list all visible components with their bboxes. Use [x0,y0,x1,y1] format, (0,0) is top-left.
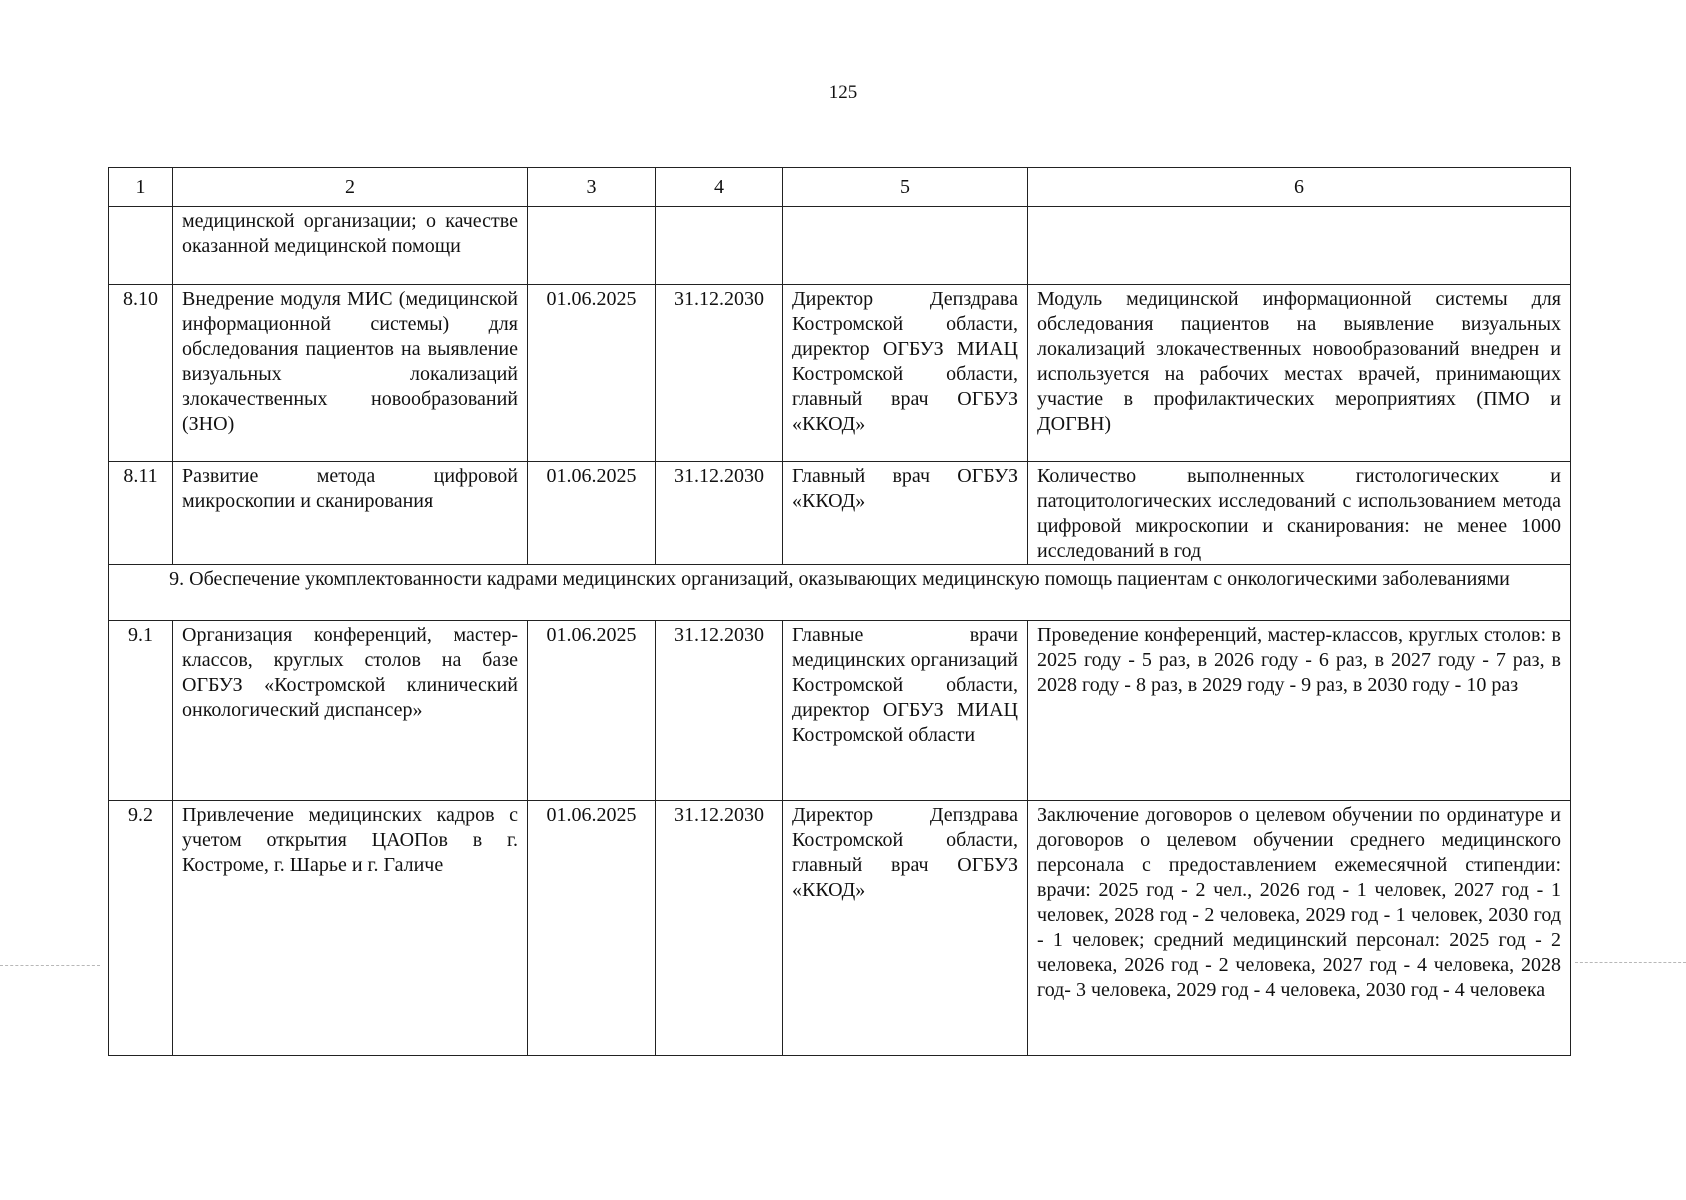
column-header: 3 [528,168,656,207]
measure-cell: медицинской организации; о качестве оказанной медицинской помощи [173,207,528,285]
start-date-cell: 01.06.2025 [528,462,656,565]
table-header-row [109,168,1571,207]
section-row [109,565,1571,621]
measure-cell: Привлечение медицинских кадров с учетом открытия ЦАОПов в г. Костроме, г. Шарье и г. Галиче [173,801,528,1056]
responsible-cell [783,207,1028,285]
table-row [109,801,1571,1056]
column-header: 1 [109,168,173,207]
row-number: 8.10 [109,285,173,462]
responsible-cell: Главный врач ОГБУЗ «ККОД» [783,462,1028,565]
responsible-cell: Главные врачи медицинских организаций Костромской области, директор ОГБУЗ МИАЦ Костромской области [783,621,1028,801]
responsible-cell: Директор Депздрава Костромской области, директор ОГБУЗ МИАЦ Костромской области, главный врач ОГБУЗ «ККОД» [783,285,1028,462]
end-date-cell: 31.12.2030 [656,285,783,462]
end-date-cell: 31.12.2030 [656,801,783,1056]
plan-table [108,167,1571,1056]
result-cell: Проведение конференций, мастер-классов, круглых столов: в 2025 году - 5 раз, в 2026 году - 6 раз, в 2027 году - 7 раз, в 2028 году - 8 раз, в 2029 году - 9 раз, в 2030 году - 10 раз [1028,621,1571,801]
scan-artifact-line [1575,962,1686,963]
row-number: 9.1 [109,621,173,801]
column-header: 2 [173,168,528,207]
column-header: 4 [656,168,783,207]
end-date-cell [656,207,783,285]
measure-cell: Внедрение модуля МИС (медицинской информационной системы) для обследования пациентов на выявление визуальных локализаций злокачественных новообразований (ЗНО) [173,285,528,462]
end-date-cell: 31.12.2030 [656,462,783,565]
result-cell [1028,207,1571,285]
measure-cell: Развитие метода цифровой микроскопии и сканирования [173,462,528,565]
start-date-cell [528,207,656,285]
row-number [109,207,173,285]
measure-cell: Организация конференций, мастер-классов, круглых столов на базе ОГБУЗ «Костромской клинический онкологический диспансер» [173,621,528,801]
result-cell: Заключение договоров о целевом обучении по ординатуре и договоров о целевом обучении среднего медицинского персонала с предоставлением ежемесячной стипендии: врачи: 2025 год - 2 чел., 2026 год - 1 человек, 2027 год - 1 человек, 2028 год - 2 человека, 2029 год - 1 человек, 2030 год - 1 человек; средний медицинский персонал: 2025 год - 2 человека, 2026 год - 2 человека, 2027 год - 4 человека, 2028 год- 3 человека, 2029 год - 4 человека, 2030 год - 4 человека [1028,801,1571,1056]
section-title: 9. Обеспечение укомплектованности кадрами медицинских организаций, оказывающих медицинскую помощь пациентам с онкологическими заболеваниями [109,565,1571,621]
start-date-cell: 01.06.2025 [528,285,656,462]
row-number: 9.2 [109,801,173,1056]
table-row [109,621,1571,801]
table-row [109,207,1571,285]
result-cell: Модуль медицинской информационной системы для обследования пациентов на выявление визуальных локализаций злокачественных новообразований внедрен и используется на рабочих местах врачей, принимающих участие в профилактических мероприятиях (ПМО и ДОГВН) [1028,285,1571,462]
end-date-cell: 31.12.2030 [656,621,783,801]
table-row [109,462,1571,565]
row-number: 8.11 [109,462,173,565]
responsible-cell: Директор Депздрава Костромской области, главный врач ОГБУЗ «ККОД» [783,801,1028,1056]
scan-artifact-line [0,965,100,966]
result-cell: Количество выполненных гистологических и патоцитологических исследований с использованием метода цифровой микроскопии и сканирования: не менее 1000 исследований в год [1028,462,1571,565]
column-header: 6 [1028,168,1571,207]
start-date-cell: 01.06.2025 [528,801,656,1056]
column-header: 5 [783,168,1028,207]
page-number: 125 [828,82,858,103]
table-row [109,285,1571,462]
start-date-cell: 01.06.2025 [528,621,656,801]
